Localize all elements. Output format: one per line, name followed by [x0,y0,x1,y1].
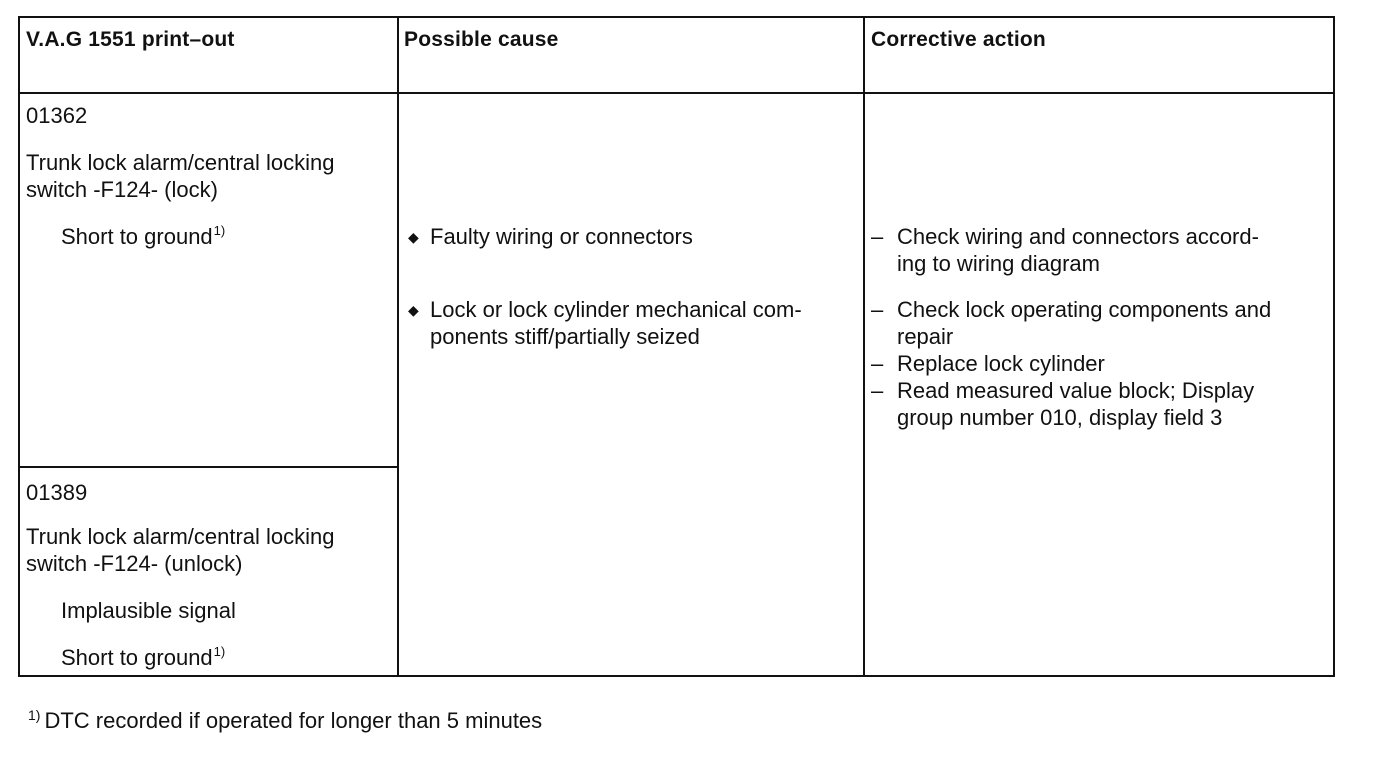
fault-code: 01362 [26,103,88,128]
cause-line: Lock or lock cylinder mechanical com- [430,297,802,322]
diamond-bullet-icon: ◆ [408,302,419,318]
footnote-text: DTC recorded if operated for longer than 5 minutes [44,708,543,733]
fault-component-line1: Trunk lock alarm/central locking [26,150,335,175]
fault-condition [61,223,225,253]
condition-text: Short to ground [61,645,213,670]
condition-text: Implausible signal [61,598,236,623]
fault-component-line2: switch -F124- (unlock) [26,551,243,576]
action-line: group number 010, display field 3 [897,405,1223,430]
header-divider [20,92,1333,94]
action-line: ing to wiring diagram [897,251,1100,276]
diamond-bullet-icon: ◆ [408,229,419,245]
fault-row-divider [20,466,399,468]
action-line: repair [897,324,954,349]
diagnostic-table [18,16,1335,677]
header-possible-cause: Possible cause [404,28,559,51]
column-divider-1 [397,18,399,675]
action-line: Check lock operating components and [897,297,1272,322]
footnote-mark: 1) [28,707,41,723]
footnote [28,708,542,734]
fault-code: 01389 [26,480,88,505]
header-vag-printout: V.A.G 1551 print–out [26,28,235,51]
fault-condition [61,597,237,627]
column-divider-2 [863,18,865,675]
dash-bullet-icon: – [871,378,884,403]
dash-bullet-icon: – [871,297,884,322]
footnote-ref: 1) [213,644,226,659]
dash-bullet-icon: – [871,224,884,249]
cause-line: ponents stiff/partially seized [430,324,700,349]
fault-component-line2: switch -F124- (lock) [26,177,218,202]
action-line: Check wiring and connectors accord- [897,224,1259,249]
action-line: Replace lock cylinder [897,351,1105,376]
dash-bullet-icon: – [871,351,884,376]
fault-component-line1: Trunk lock alarm/central locking [26,524,335,549]
header-corrective-action: Corrective action [871,28,1046,51]
cause-line: Faulty wiring or connectors [430,224,693,249]
condition-text: Short to ground [61,224,213,249]
fault-condition [61,644,225,674]
action-line: Read measured value block; Display [897,378,1255,403]
footnote-ref: 1) [213,223,226,238]
